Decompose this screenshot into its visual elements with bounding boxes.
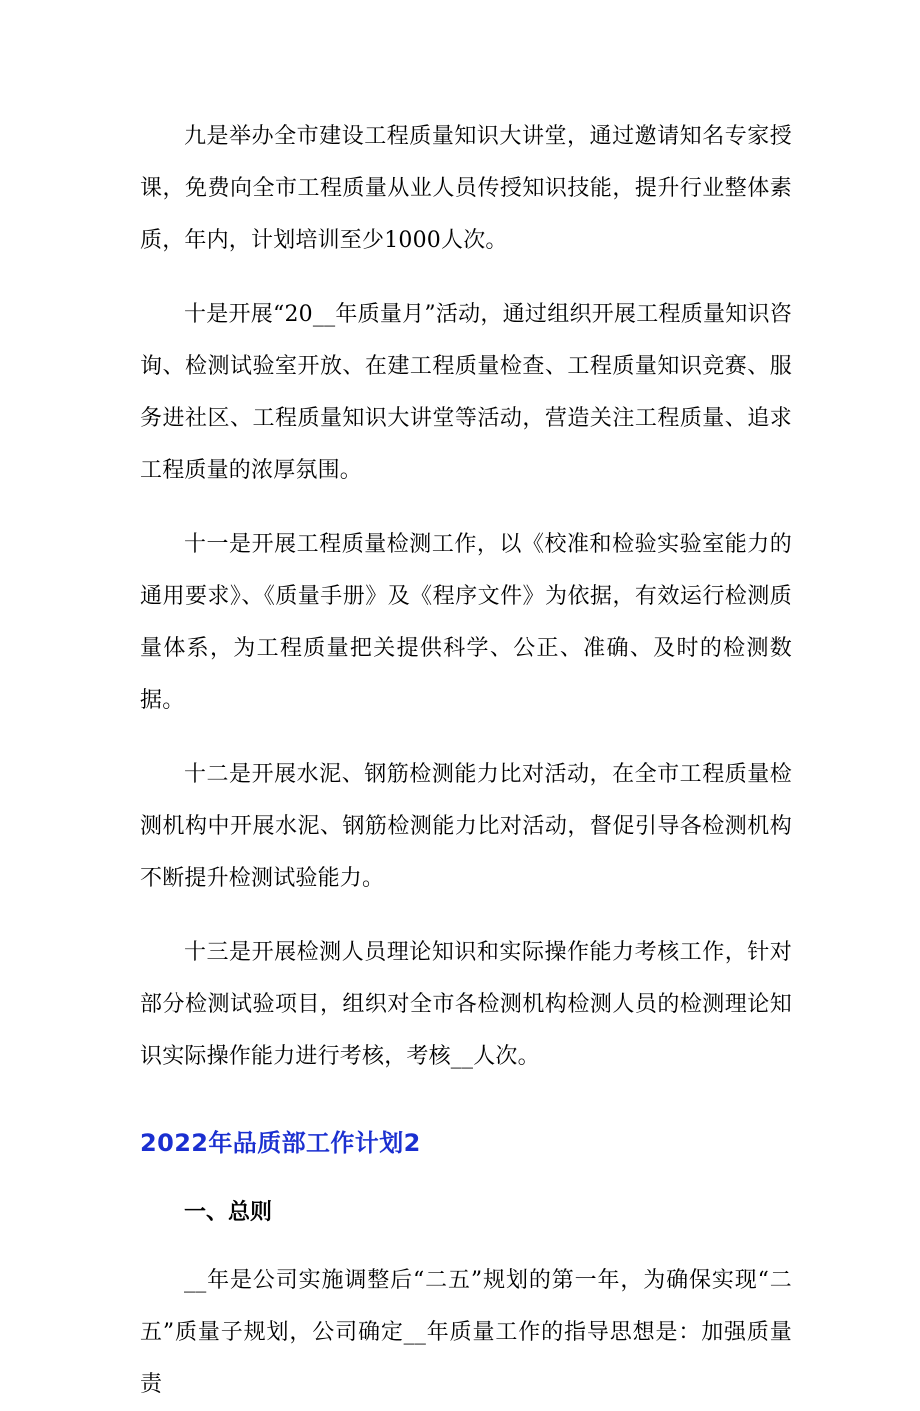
paragraph-item-9: 九是举办全市建设工程质量知识大讲堂，通过邀请知名专家授课，免费向全市工程质量从业人员传授知识技能，提升行业整体素质，年内，计划培训至少1000人次。 [140,124,792,253]
paragraph-item-13: 十三是开展检测人员理论知识和实际操作能力考核工作，针对部分检测试验项目，组织对全市各检测机构检测人员的检测理论知识实际操作能力进行考核，考核__人次。 [140,940,792,1069]
paragraph-item-11: 十一是开展工程质量检测工作，以《校准和检验实验室能力的通用要求》、《质量手册》及《程序文件》为依据，有效运行检测质量体系，为工程质量把关提供科学、公正、准确、及时的检测数据。 [140,532,792,713]
intro-paragraph: __年是公司实施调整后“二五”规划的第一年，为确保实现“二五”质量子规划，公司确定__年质量工作的指导思想是：加强质量责 [140,1268,792,1397]
paragraph-item-10: 十是开展“20__年质量月”活动，通过组织开展工程质量知识咨询、检测试验室开放、在建工程质量检查、工程质量知识竞赛、服务进社区、工程质量知识大讲堂等活动，营造关注工程质量、追求工程质量的浓厚氛围。 [140,302,792,483]
section-title: 2022年品质部工作计划2 [140,1129,421,1157]
paragraph-item-12: 十二是开展水泥、钢筋检测能力比对活动，在全市工程质量检测机构中开展水泥、钢筋检测能力比对活动，督促引导各检测机构不断提升检测试验能力。 [140,762,792,891]
subsection-title: 一、总则 [184,1200,273,1225]
